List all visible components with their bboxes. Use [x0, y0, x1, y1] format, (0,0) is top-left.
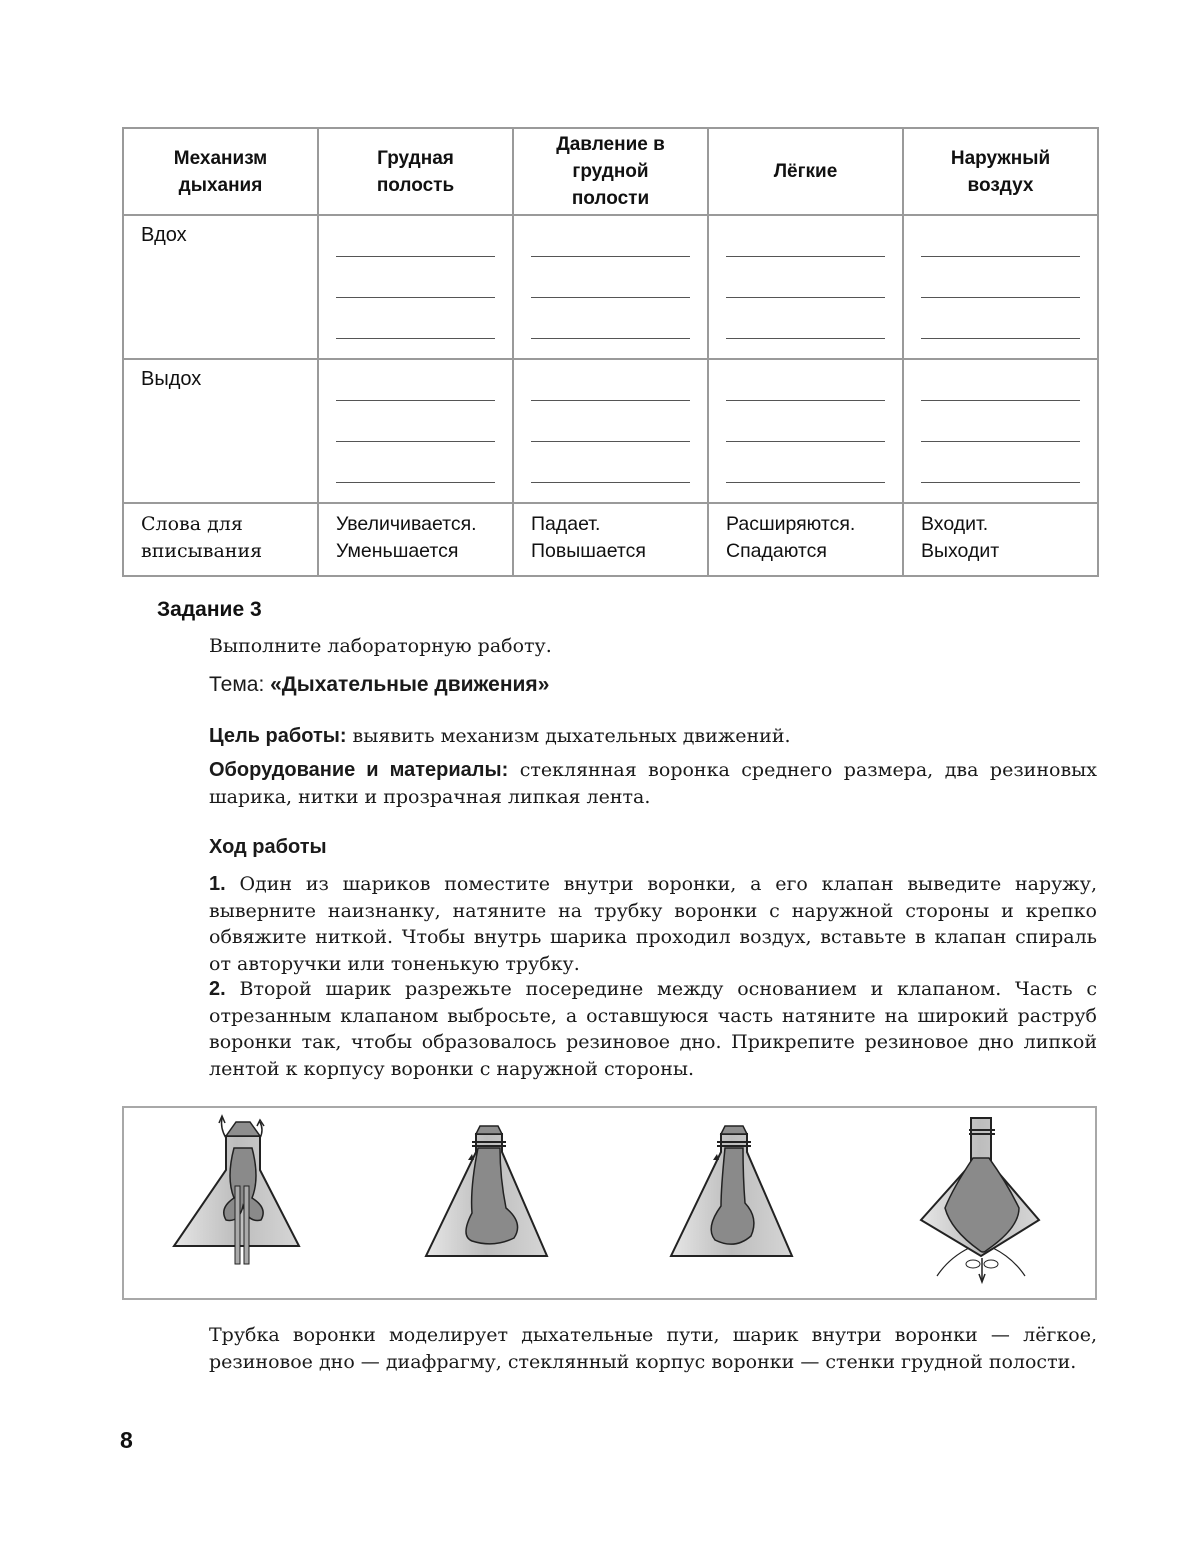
answer-cell[interactable] [708, 359, 903, 503]
answer-cell[interactable] [903, 215, 1098, 359]
header-chest-cavity: Грудная полость [318, 128, 513, 215]
answer-cell[interactable] [513, 215, 708, 359]
theme: Тема: «Дыхательные движения» [209, 673, 550, 696]
task-title: Задание 3 [157, 598, 262, 621]
funnel-model-figure [122, 1106, 1097, 1300]
equipment-paragraph: Оборудование и материалы: стеклянная воронка среднего размера, два резиновых шарика, нитки и прозрачная липкая лента. [209, 759, 1097, 808]
words-cell: Увеличивается. Уменьшается [318, 503, 513, 576]
answer-cell[interactable] [513, 359, 708, 503]
answer-cell[interactable] [318, 359, 513, 503]
instruction: Выполните лабораторную работу. [209, 635, 552, 657]
procedure-title: Ход работы [209, 836, 327, 858]
row-label-exhale: Выдох [123, 359, 318, 503]
header-lungs: Лёгкие [708, 128, 903, 215]
step-1: 1. Один из шариков поместите внутри воронки, а его клапан выведите наружу, выверните наизнанку, натяните на трубку воронки с наружной стороны и крепко обвяжите ниткой. Чтобы внутрь шарика проходил воздух, вставьте в клапан спираль от авторучки или тоненькую трубку. [209, 873, 1097, 975]
step-2: 2. Второй шарик разрежьте посередине между основанием и клапаном. Часть с отрезанным клапаном выбросьте, а оставшуюся часть натяните на широкий раструб воронки так, чтобы образовалось резиновое дно. Прикрепите резиновое дно липкой лентой к корпусу воронки с наружной стороны. [209, 978, 1097, 1080]
table-row-exhale [123, 359, 1098, 503]
words-cell: Расширяются. Спадаются [708, 503, 903, 576]
table-row-inhale [123, 215, 1098, 359]
row-label-inhale: Вдох [123, 215, 318, 359]
funnel-illustration-2 [414, 1108, 564, 1298]
words-cell: Падает. Повышается [513, 503, 708, 576]
header-mechanism: Механизм дыхания [123, 128, 318, 215]
answer-cell[interactable] [318, 215, 513, 359]
header-pressure: Давление в грудной полости [513, 128, 708, 215]
header-outside-air: Наружный воздух [903, 128, 1098, 215]
goal-paragraph: Цель работы: выявить механизм дыхательных движений. [209, 725, 791, 747]
table-row-words [123, 503, 1098, 576]
words-cell: Входит. Выходит [903, 503, 1098, 576]
row-label-words: Слова для вписывания [123, 503, 318, 576]
funnel-illustration-3 [659, 1108, 809, 1298]
answer-cell[interactable] [903, 359, 1098, 503]
page-number: 8 [120, 1427, 133, 1453]
funnel-illustration-4 [909, 1108, 1059, 1298]
table-header-row [123, 128, 1098, 215]
conclusion-paragraph: Трубка воронки моделирует дыхательные пути, шарик внутри воронки — лёгкое, резиновое дно — диафрагму, стеклянный корпус воронки — стенки грудной полости. [209, 1324, 1097, 1373]
breathing-table [122, 127, 1099, 577]
answer-cell[interactable] [708, 215, 903, 359]
funnel-illustration-1 [164, 1108, 324, 1298]
